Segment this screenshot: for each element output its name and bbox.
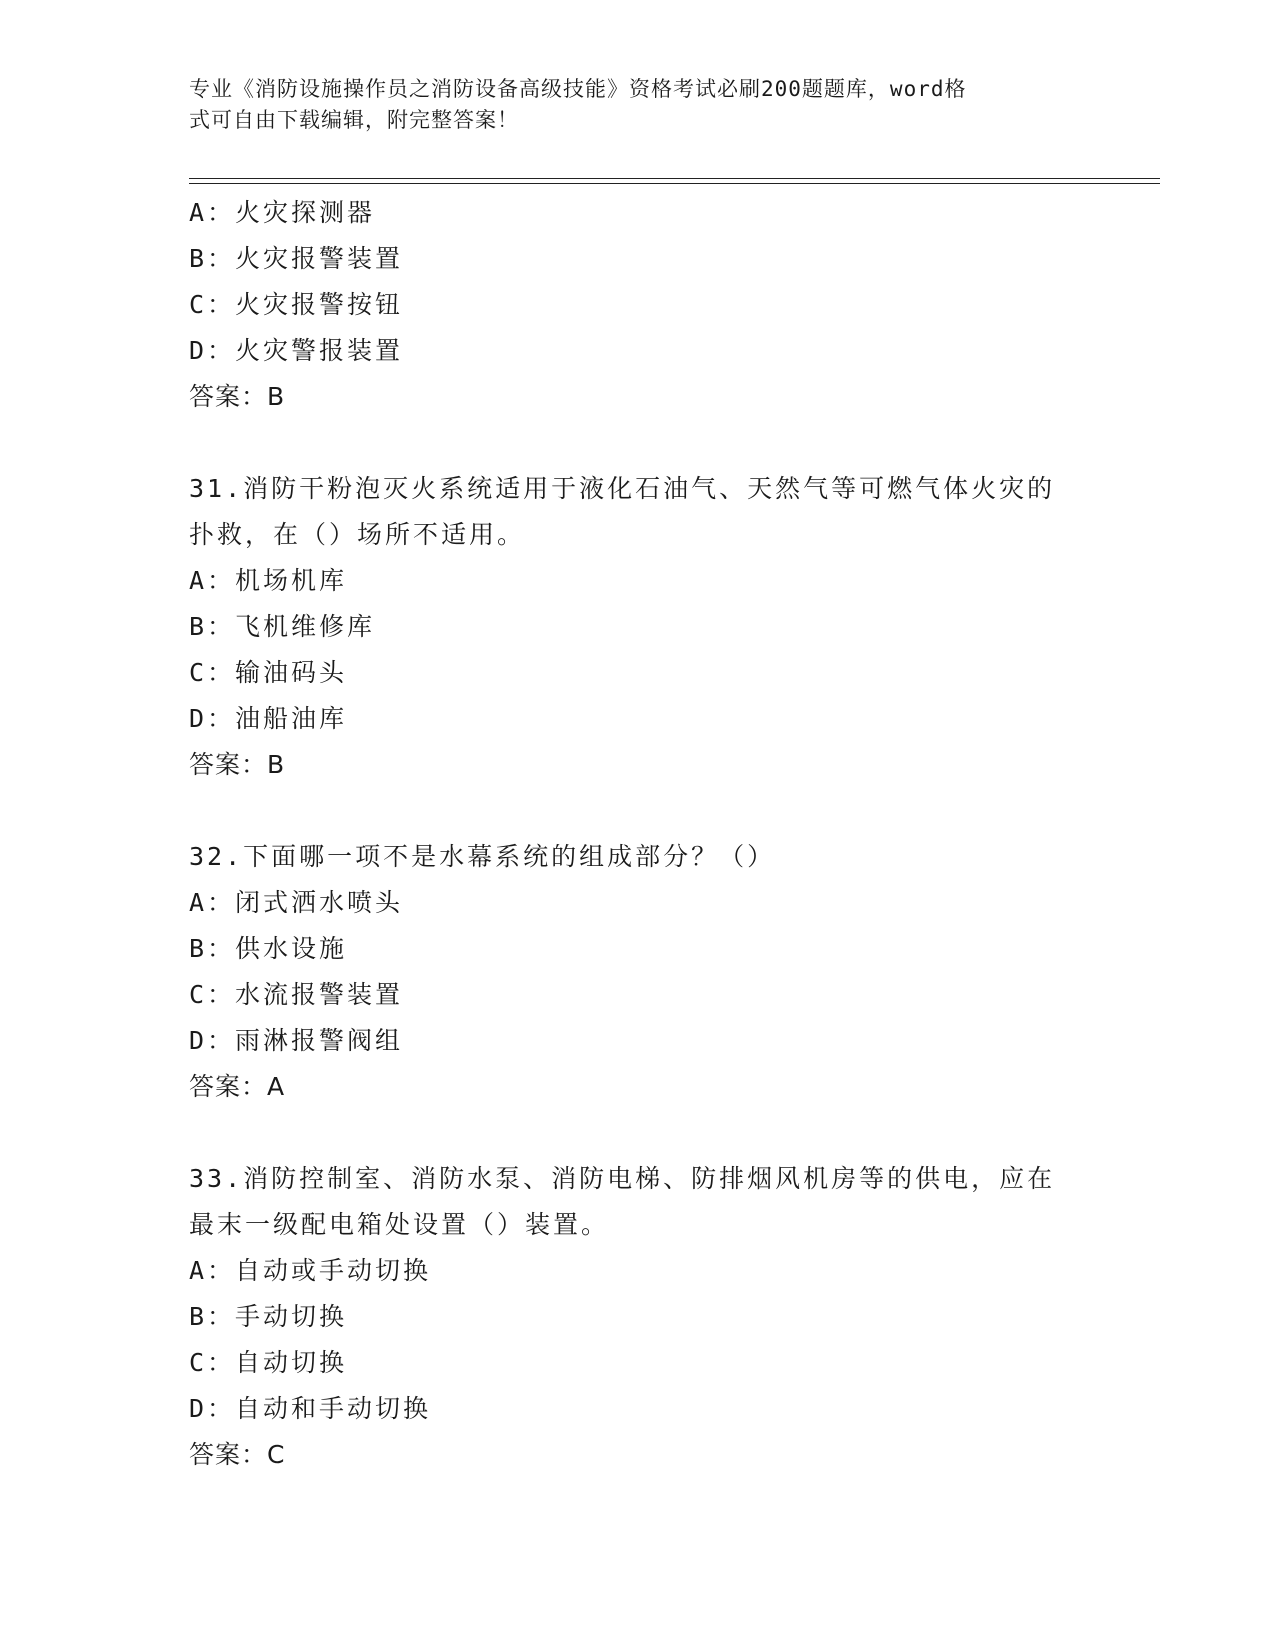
answer: 答案：C — [189, 1440, 286, 1469]
option-a: A：火灾探测器 — [189, 198, 376, 227]
question-stem-line-2: 扑救，在（）场所不适用。 — [189, 520, 526, 549]
answer: 答案：B — [189, 750, 286, 779]
question-33 — [189, 1156, 1089, 1478]
header-rule-bottom — [189, 183, 1160, 184]
header-line-2: 式可自由下载编辑，附完整答案！ — [189, 108, 519, 132]
option-b: B：供水设施 — [189, 934, 348, 963]
document-header — [189, 74, 1069, 136]
question-stem-line-1: 33.消防控制室、消防水泵、消防电梯、防排烟风机房等的供电，应在 — [189, 1164, 1056, 1193]
question-32 — [189, 834, 1089, 1110]
question-31 — [189, 466, 1089, 788]
answer: 答案：A — [189, 1072, 286, 1101]
option-c: C：输油码头 — [189, 658, 348, 687]
option-b: B：火灾报警装置 — [189, 244, 404, 273]
option-c: C：水流报警装置 — [189, 980, 404, 1009]
question-stem-line-2: 最末一级配电箱处设置（）装置。 — [189, 1210, 610, 1239]
option-a: A：机场机库 — [189, 566, 348, 595]
option-b: B：手动切换 — [189, 1302, 348, 1331]
question-stem-line-1: 32.下面哪一项不是水幕系统的组成部分？（） — [189, 842, 776, 871]
question-list — [189, 190, 1089, 1478]
option-c: C：自动切换 — [189, 1348, 348, 1377]
option-d: D：油船油库 — [189, 704, 348, 733]
header-rule-top — [189, 178, 1160, 179]
question-30-continued — [189, 190, 1089, 420]
answer: 答案：B — [189, 382, 286, 411]
option-a: A：闭式洒水喷头 — [189, 888, 404, 917]
option-c: C：火灾报警按钮 — [189, 290, 404, 319]
option-b: B：飞机维修库 — [189, 612, 376, 641]
option-a: A：自动或手动切换 — [189, 1256, 432, 1285]
question-stem-line-1: 31.消防干粉泡灭火系统适用于液化石油气、天然气等可燃气体火灾的 — [189, 474, 1056, 503]
option-d: D：自动和手动切换 — [189, 1394, 432, 1423]
option-d: D：火灾警报装置 — [189, 336, 404, 365]
header-line-1: 专业《消防设施操作员之消防设备高级技能》资格考试必刷200题题库，word格 — [189, 77, 967, 101]
option-d: D：雨淋报警阀组 — [189, 1026, 404, 1055]
